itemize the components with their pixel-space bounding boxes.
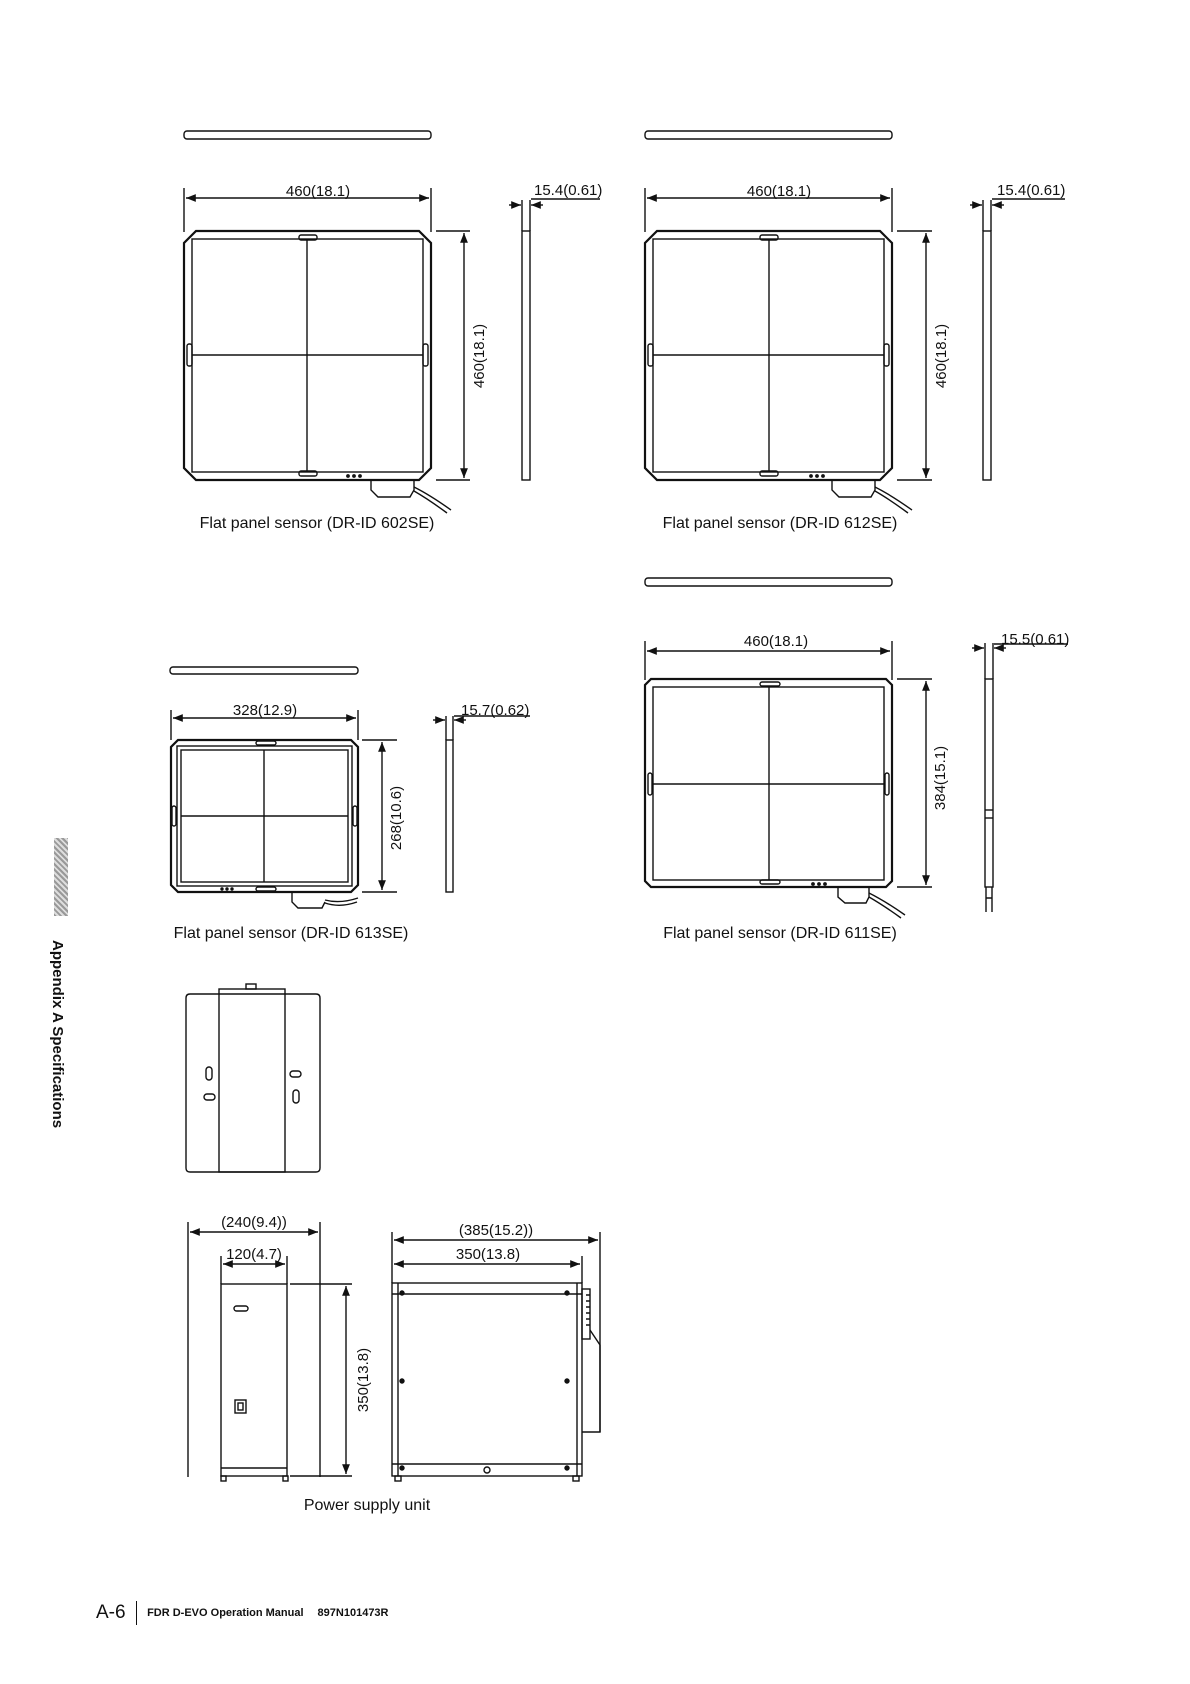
dim-height-611se: 384(15.1): [932, 745, 949, 811]
caption-611se: Flat panel sensor (DR-ID 611SE): [663, 925, 897, 942]
dim-psu-height: 350(13.8): [355, 1347, 372, 1413]
dim-psu-outer-width: (240(9.4)): [221, 1214, 287, 1231]
side-view-612se: [983, 231, 991, 480]
dim-width-613se: 328(12.9): [232, 702, 298, 719]
top-view-613se: [170, 667, 358, 674]
dim-width-611se: 460(18.1): [743, 633, 809, 650]
dim-thickness-612se: 15.4(0.61): [997, 182, 1066, 199]
top-view-612se: [645, 131, 892, 139]
side-view-602se: [522, 231, 530, 480]
figure-power-supply-unit: [186, 984, 600, 1481]
document-code: 897N101473R: [317, 1607, 389, 1619]
psu-top-view: [186, 994, 320, 1172]
dim-thickness-613se: 15.7(0.62): [461, 702, 530, 719]
dim-width-602se: 460(18.1): [285, 183, 351, 200]
dim-psu-outer-depth: (385(15.2)): [458, 1222, 534, 1239]
footer-divider: [136, 1601, 138, 1625]
cable-connector-602se: [371, 480, 414, 497]
page-footer: [96, 1601, 389, 1625]
top-view-611se: [645, 578, 892, 586]
side-view-611se: [985, 679, 993, 887]
dim-thickness-602se: 15.4(0.61): [534, 182, 603, 199]
dim-height-612se: 460(18.1): [933, 323, 950, 389]
manual-title: FDR D-EVO Operation Manual: [147, 1607, 304, 1619]
psu-front-view: [221, 1284, 287, 1476]
cable-connector-613se: [292, 892, 325, 908]
caption-602se: Flat panel sensor (DR-ID 602SE): [199, 515, 435, 532]
caption-612se: Flat panel sensor (DR-ID 612SE): [662, 515, 898, 532]
top-view-602se: [184, 131, 431, 139]
dim-height-613se: 268(10.6): [388, 785, 405, 851]
cable-connector-611se: [838, 887, 869, 903]
figure-dr-id-611se: [645, 578, 1068, 918]
caption-613se: Flat panel sensor (DR-ID 613SE): [173, 925, 409, 942]
section-side-label: Appendix A Specifications: [49, 940, 66, 1129]
dim-psu-inner-depth: 350(13.8): [455, 1246, 521, 1263]
cable-connector-612se: [832, 480, 875, 497]
dim-thickness-611se: 15.5(0.61): [1001, 631, 1070, 648]
psu-side-view: [392, 1283, 582, 1476]
dim-psu-inner-width: 120(4.7): [226, 1246, 282, 1263]
dim-width-612se: 460(18.1): [746, 183, 812, 200]
side-view-613se: [446, 740, 453, 892]
page-number: A-6: [96, 1602, 126, 1623]
dim-height-602se: 460(18.1): [471, 323, 488, 389]
caption-power-supply: Power supply unit: [303, 1497, 431, 1514]
